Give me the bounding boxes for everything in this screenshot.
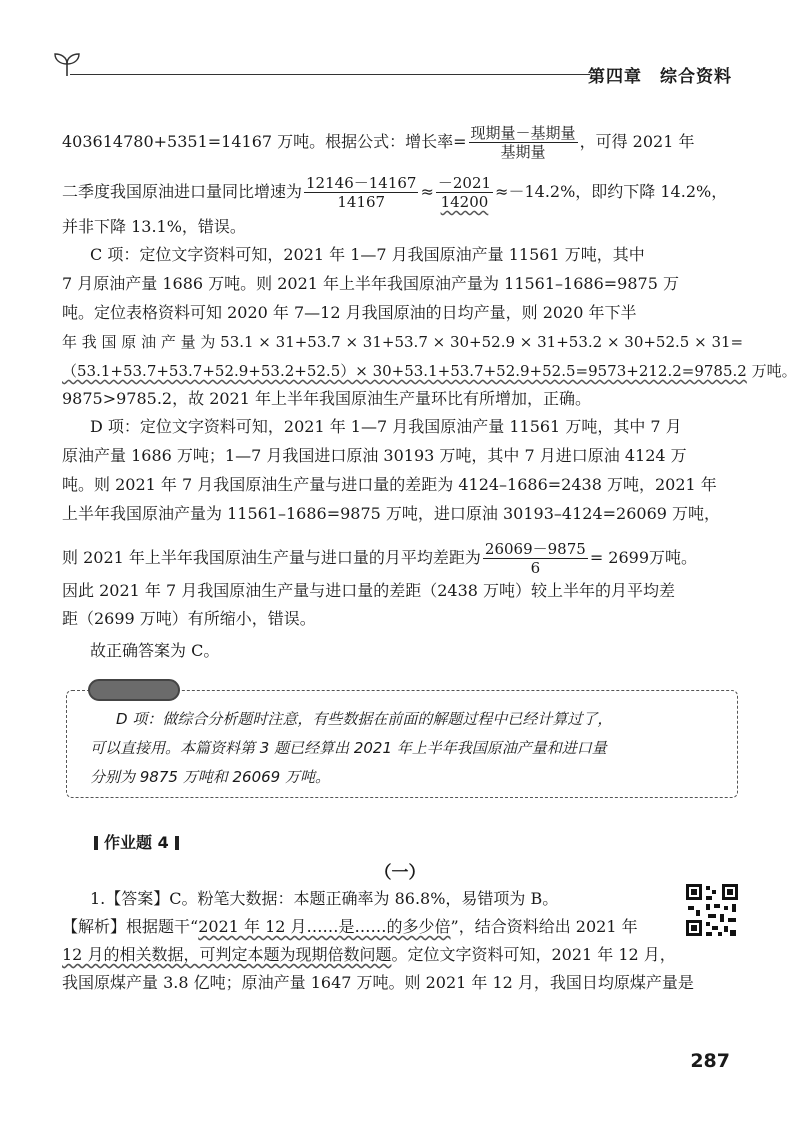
text-line: 12 月的相关数据，可判定本题为现期倍数问题。定位文字资料可知，2021 年 12 月， (62, 945, 676, 964)
tip-line: 可以直接用。本篇资料第 3 题已经算出 2021 年上半年我国原油产量和进口量 (90, 739, 607, 757)
tip-line: 分别为 9875 万吨和 26069 万吨。 (90, 768, 330, 786)
text-line: C 项：定位文字资料可知，2021 年 1—7 月我国原油产量 11561 万吨，其中 (90, 245, 645, 264)
text-line: 二季度我国原油进口量同比增速为 $\frac{12146-14167}{14167}$ ≈ $\frac{-2021}{14200}$ ≈－14.2%，即约下降 14.2%， (62, 174, 728, 211)
fraction: $\frac{-2021}{14200}$ (437, 174, 492, 211)
tip-line: D 项：做综合分析题时注意，有些数据在前面的解题过程中已经计算过了， (116, 710, 613, 728)
text-line: 403614780+5351=14167 万吨。根据公式：增长率= $\frac{\text{现期量－基期量}}{\text{基期量}}$ ，可得 2021 年 (62, 124, 695, 161)
qr-code-icon[interactable] (684, 882, 740, 938)
text-line: 距（2699 万吨）有所缩小，错误。 (62, 609, 316, 628)
part-heading: （一） (374, 863, 426, 883)
text-line: 则 2021 年上半年我国原油生产量与进口量的月平均差距为 $\frac{26069-9875}{6}$ = 2699万吨。 (62, 540, 698, 577)
text-line: 吨。定位表格资料可知 2020 年 7—12 月我国原油的日均产量，则 2020 年下半 (62, 303, 637, 322)
text-line: 7 月原油产量 1686 万吨。则 2021 年上半年我国原油产量为 11561–1686=9875 万 (62, 274, 679, 293)
text-line: 年 我 国 原 油 产 量 为 53.1 × 31+53.7 × 31+53.7 × 30+52.9 × 31+53.2 × 30+52.5 × 31= (62, 333, 744, 351)
text-line: （53.1+53.7+53.7+52.9+53.2+52.5）× 30+53.1+53.7+52.9+52.5=9573+212.2=9785.2 万吨。 (62, 362, 797, 380)
text-line: D 项：定位文字资料可知，2021 年 1—7 月我国原油产量 11561 万吨，其中 7 月 (90, 417, 682, 436)
text-line: 9875>9785.2，故 2021 年上半年我国原油生产量环比有所增加，正确。 (62, 389, 592, 408)
chapter-label: 第四章 (588, 67, 642, 87)
fraction: $\frac{12146-14167}{14167}$ (306, 174, 417, 211)
growth-formula: $\frac{\text{现期量－基期量}}{\text{基期量}}$ (470, 124, 576, 161)
header-rule (70, 74, 590, 75)
text-line: 吨。则 2021 年 7 月我国原油生产量与进口量的差距为 4124–1686=2438 万吨，2021 年 (62, 475, 717, 494)
text-line: 并非下降 13.1%，错误。 (62, 217, 246, 236)
text-line: 【解析】根据题干“2021 年 12 月……是……的多少倍”，结合资料给出 2021 年 (62, 917, 638, 936)
tip-tag-icon (88, 679, 180, 701)
bar-icon (94, 836, 98, 850)
fraction: $\frac{26069-9875}{6}$ (484, 540, 586, 577)
text-line: 1.【答案】C。粉笔大数据：本题正确率为 86.8%，易错项为 B。 (90, 889, 559, 908)
text-line: 我国原煤产量 3.8 亿吨；原油产量 1647 万吨。则 2021 年 12 月，我国日均原煤产量是 (62, 973, 694, 992)
answer-line: 故正确答案为 C。 (90, 641, 220, 660)
text-line: 原油产量 1686 万吨；1—7 月我国进口原油 30193 万吨，其中 7 月进口原油 4124 万 (62, 446, 687, 465)
page-number: 287 (690, 1050, 730, 1072)
section-heading: 作业题 4 (88, 830, 185, 853)
text-line: 上半年我国原油产量为 11561–1686=9875 万吨，进口原油 30193–4124=26069 万吨， (62, 504, 721, 523)
bar-icon (175, 836, 179, 850)
running-header (588, 62, 732, 87)
chapter-title: 综合资料 (660, 67, 732, 87)
text-line: 因此 2021 年 7 月我国原油生产量与进口量的差距（2438 万吨）较上半年的月平均差 (62, 581, 676, 600)
